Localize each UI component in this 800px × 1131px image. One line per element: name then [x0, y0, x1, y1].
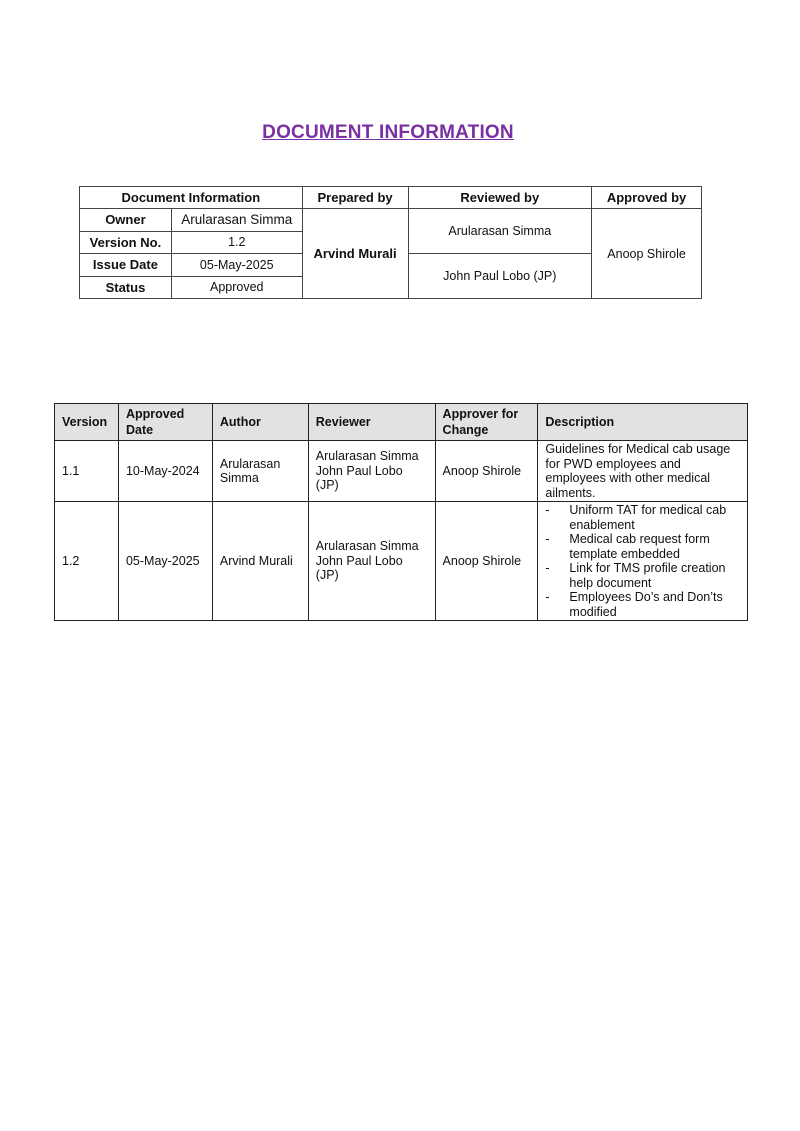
row2-reviewer — [308, 502, 435, 621]
row1-reviewer-1: Arularasan Simma — [315, 449, 419, 464]
row2-date: 05-May-2025 — [118, 502, 212, 621]
row2-version: 1.2 — [55, 502, 119, 621]
col-author: Author — [212, 404, 308, 441]
header-reviewed-by: Reviewed by — [408, 187, 592, 209]
row1-version: 1.1 — [55, 441, 119, 502]
col-approved-date: Approved Date — [118, 404, 212, 441]
page-title: DOCUMENT INFORMATION — [262, 122, 514, 143]
bullet-dash: - — [545, 590, 550, 604]
row2-description — [538, 502, 748, 621]
row1-reviewer — [308, 441, 435, 502]
row1-reviewer-2: John Paul Lobo (JP) — [315, 463, 403, 493]
list-item: - Employees Do’s and Don’ts modified — [545, 590, 723, 619]
issue-date-label: Issue Date — [80, 254, 172, 277]
table-row — [55, 441, 748, 502]
prepared-by-value: Arvind Murali — [302, 209, 408, 299]
status-label: Status — [80, 276, 172, 299]
approved-by-value: Anoop Shirole — [592, 209, 702, 299]
header-document-information: Document Information — [80, 187, 303, 209]
bullet-dash: - — [545, 532, 550, 546]
row2-author: Arvind Murali — [212, 502, 308, 621]
row1-approver: Anoop Shirole — [435, 441, 538, 502]
list-item: - Uniform TAT for medical cab enablement — [545, 503, 727, 532]
row2-reviewer-1: Arularasan Simma — [315, 539, 419, 554]
header-prepared-by: Prepared by — [302, 187, 408, 209]
row2-reviewer-2: John Paul Lobo (JP) — [315, 553, 403, 583]
version-history-table — [54, 403, 748, 621]
bullet-dash: - — [545, 561, 550, 575]
reviewer-1: Arularasan Simma — [408, 209, 592, 254]
reviewer-2: John Paul Lobo (JP) — [408, 254, 592, 299]
change-list — [545, 503, 740, 619]
list-item: - Link for TMS profile creation help document — [545, 561, 726, 590]
col-description: Description — [538, 404, 748, 441]
row1-author: Arularasan Simma — [212, 441, 308, 502]
col-reviewer: Reviewer — [308, 404, 435, 441]
version-label: Version No. — [80, 231, 172, 254]
owner-label: Owner — [80, 209, 172, 232]
col-approver: Approver for Change — [435, 404, 538, 441]
col-version: Version — [55, 404, 119, 441]
status-value: Approved — [171, 276, 302, 299]
version-value: 1.2 — [171, 231, 302, 254]
row2-approver: Anoop Shirole — [435, 502, 538, 621]
row1-description: Guidelines for Medical cab usage for PWD employees and employees with other medical ailments. — [538, 441, 748, 502]
document-info-table — [79, 186, 702, 299]
issue-date-value: 05-May-2025 — [171, 254, 302, 277]
bullet-dash: - — [545, 503, 550, 517]
owner-value: Arularasan Simma — [171, 209, 302, 232]
list-item: - Medical cab request form template embedded — [545, 532, 710, 561]
table-row — [55, 502, 748, 621]
header-approved-by: Approved by — [592, 187, 702, 209]
row1-date: 10-May-2024 — [118, 441, 212, 502]
